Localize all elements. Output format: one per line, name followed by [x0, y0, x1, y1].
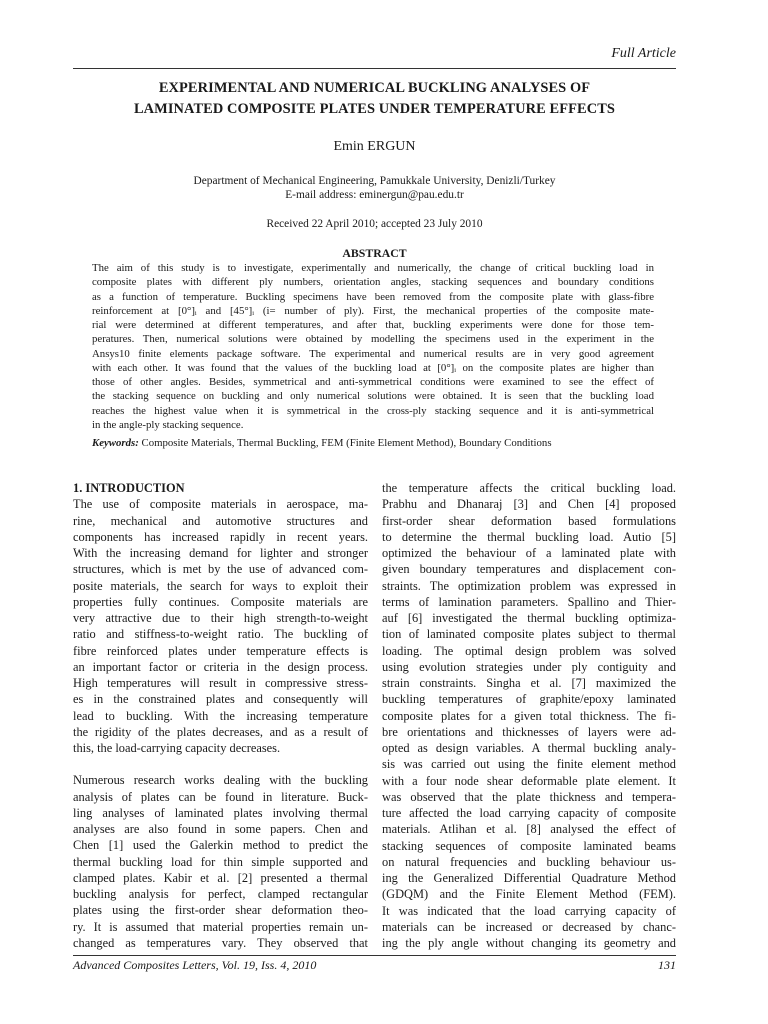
body-line: properties fully continues. Composite materials are: [73, 594, 368, 609]
body-line: strain constraints. Singha et al. [7] maximized the: [382, 676, 676, 690]
body-line: The use of composite materials in aerospace, ma-: [73, 497, 368, 512]
abstract-line: reinforcement at [0°]ᵢ and [45°]ᵢ (i= number of ply). First, the mechanical properties of the composite mate-: [92, 304, 654, 317]
body-line: on natural frequencies and buckling behaviour us-: [382, 854, 676, 869]
abstract-line: the stacking sequence on buckling and only numerical solutions were obtained. It is seen that the buckling load: [92, 390, 654, 403]
keywords-label: Keywords:: [92, 437, 139, 449]
paragraph-gap: [73, 756, 368, 772]
body-line: ture affected the load carrying capacity of composite: [382, 806, 676, 820]
abstract-line: The aim of this study is to investigate, experimentally and numerically, the change of critical buckling load in: [92, 262, 654, 274]
abstract-line: with each other. It was found that the values of the buckling load at [0°]ᵢ on the composite plates are higher than: [92, 361, 654, 374]
body-line: opted as design variables. A thermal buckling analy-: [382, 741, 676, 755]
body-line: straints. The optimization problem was expressed in: [382, 578, 676, 593]
body-line: Chen [1] used the Galerkin method to predict the: [73, 838, 368, 853]
body-line: ing the Generalized Differential Quadrature Method: [382, 871, 676, 885]
body-line: buckling temperatures of graphite/epoxy laminated: [382, 692, 676, 707]
body-line: rine, mechanical and automotive structures and: [73, 513, 368, 528]
author-name: Emin ERGUN: [333, 139, 416, 154]
body-line: plates using the first-order shear deformation theo-: [73, 903, 368, 918]
body-line: was observed that the plate thickness and tempera-: [382, 789, 676, 804]
abstract-line: in the angle-ply stacking sequence.: [92, 418, 244, 431]
abstract-line: peratures. Then, numerical solutions were obtained by modelling the specimens used in the experiment in the: [92, 333, 654, 346]
body-line: lead to buckling. With the increasing temperature: [73, 708, 368, 723]
body-line: (GDQM) and the Finite Element Method (FEM).: [382, 887, 676, 902]
department: Department of Mechanical Engineering, Pamukkale University, Denizli/Turkey: [193, 175, 556, 187]
section-heading-introduction: 1. INTRODUCTION: [73, 481, 185, 495]
body-line: with a four node shear deformable plate element. It: [382, 773, 676, 788]
email-address: E-mail address: eminergun@pau.edu.tr: [285, 189, 464, 201]
body-line: components has increased rapidly in recent years.: [73, 529, 368, 544]
keywords-list: Composite Materials, Thermal Buckling, FEM (Finite Element Method), Boundary Conditions: [138, 437, 552, 449]
body-line: composite plates for a given total thickness. The fi-: [382, 708, 676, 723]
body-line: stacking sequences of composite laminated beams: [382, 838, 676, 853]
body-line: optimized the behaviour of a laminated plate with: [382, 546, 676, 560]
abstract-line: reaches the highest value when it is symmetrical in the cross-ply stacking sequence and it is anti-symmetrical: [92, 404, 654, 417]
footer-rule: [73, 955, 676, 956]
abstract-line: rial were determined at different temperatures, and after that, buckling experiments were done for those tem-: [92, 319, 654, 331]
body-line: to determine the thermal buckling load. Autio [5]: [382, 529, 676, 544]
body-line: first-order shear deformation based formulations: [382, 513, 676, 528]
right-column: [382, 480, 676, 951]
body-line: fibre reinforced plates under temperature effects is: [73, 643, 368, 658]
abstract-line: composite plates with different ply numbers, orientation angles, stacking sequences and boundary conditions: [92, 276, 654, 289]
running-header-label: Full Article: [611, 46, 676, 61]
abstract-line: those of other angles. Besides, symmetrical and anti-symmetrical conditions were examined to see the effect of: [92, 376, 654, 388]
body-line: given boundary temperatures and displacement con-: [382, 562, 676, 577]
body-line: analyses are also found in some papers. Chen and: [73, 822, 368, 836]
abstract-heading: ABSTRACT: [342, 246, 407, 260]
body-line: analysis of plates can be found in literature. Buck-: [73, 789, 368, 804]
body-line: materials. Atlihan et al. [8] analysed the effect of: [382, 822, 676, 837]
keywords: [92, 436, 654, 450]
body-line: sis was carried out using the finite element method: [382, 757, 676, 772]
left-column: [73, 480, 368, 951]
body-line: bre orientations and thicknesses of layers were ad-: [382, 724, 676, 739]
abstract-line: as a function of temperature. Buckling specimens have been removed from the composite plate with glass-fibre: [92, 290, 654, 303]
footer-journal: Advanced Composites Letters, Vol. 19, Iss. 4, 2010: [73, 958, 317, 972]
body-line: thermal buckling load for thin simple supported and: [73, 854, 368, 869]
affiliation: [73, 174, 676, 202]
body-line: High temperatures will result in compressive stress-: [73, 676, 368, 690]
body-line: loading. The optimal design problem was solved: [382, 643, 676, 658]
title-line-2: LAMINATED COMPOSITE PLATES UNDER TEMPERATURE EFFECTS: [133, 101, 616, 117]
body-line: the rigidity of the plates decreases, and as a result of: [73, 724, 368, 739]
footer-page-number: 131: [658, 958, 676, 972]
body-line: using evolution strategies under ply contiguity and: [382, 659, 676, 674]
body-line: ing the ply angle without changing its geometry and: [382, 936, 676, 950]
body-line: ratio and stiffness-to-weight ratio. The buckling of: [73, 627, 368, 642]
body-line: buckling analysis for perfect, clamped rectangular: [73, 887, 368, 901]
body-line: very attractive due to their high strength-to-weight: [73, 611, 368, 625]
body-line: the temperature affects the critical buckling load.: [382, 481, 676, 495]
body-line: It was indicated that the load carrying capacity of: [382, 903, 676, 918]
body-line: ling analyses of laminated plates involving thermal: [73, 805, 368, 820]
header-rule: [73, 68, 676, 69]
body-line: clamped plates. Kabir et al. [2] presented a thermal: [73, 870, 368, 885]
body-line: ry. It is assumed that material properties remain un-: [73, 919, 368, 934]
abstract-body: [92, 261, 654, 432]
body-line: structures, which is met by the use of advanced com-: [73, 562, 368, 577]
received-dates: Received 22 April 2010; accepted 23 July 2010: [266, 218, 483, 230]
paper-title: [73, 78, 676, 120]
body-line: terms of lamination parameters. Spallino and Thier-: [382, 594, 676, 609]
body-line: es in the constrained plates and consequently will: [73, 692, 368, 707]
body-line: this, the load-carrying capacity decreases.: [73, 741, 281, 755]
body-line: posite materials, the search for ways to exploit their: [73, 578, 368, 593]
body-line: an important factor or criteria in the design process.: [73, 659, 368, 674]
body-line: Prabhu and Dhanaraj [3] and Chen [4] proposed: [382, 497, 676, 512]
body-line: With the increasing demand for lighter and stronger: [73, 546, 368, 560]
body-line: Numerous research works dealing with the buckling: [73, 773, 368, 788]
body-line: changed as temperatures vary. They observed that: [73, 935, 368, 950]
title-line-1: EXPERIMENTAL AND NUMERICAL BUCKLING ANALYSES OF: [158, 80, 591, 96]
body-line: materials can be increased or decreased by chanc-: [382, 919, 676, 934]
body-line: auf [6] investigated the thermal buckling optimiza-: [382, 611, 676, 625]
body-line: tion of laminated composite plates subject to thermal: [382, 627, 676, 642]
abstract-line: Ansys10 finite elements package software. The experimental and numerical results are in very good agreement: [92, 347, 654, 360]
